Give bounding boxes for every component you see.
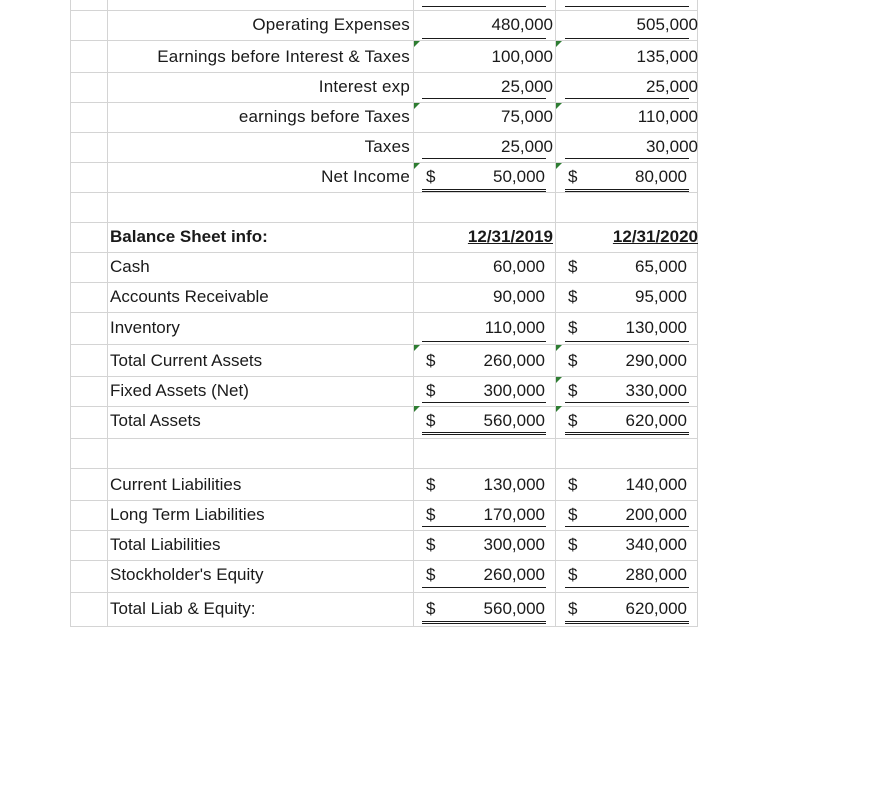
error-indicator-icon <box>556 41 562 47</box>
value-2020[interactable]: 140,000 <box>625 475 687 494</box>
gridline <box>70 468 698 469</box>
underline <box>565 341 689 342</box>
row-label[interactable]: Current Liabilities <box>110 475 242 494</box>
row-label[interactable]: Taxes <box>364 137 410 156</box>
table-row <box>70 594 698 624</box>
row-label[interactable]: Total Liabilities <box>110 535 221 554</box>
value-2019[interactable]: 170,000 <box>483 505 545 524</box>
table-row <box>70 470 698 500</box>
value-2019[interactable]: 90,000 <box>493 287 545 306</box>
row-label[interactable]: Long Term Liabilities <box>110 505 265 524</box>
underline <box>422 98 546 99</box>
currency-symbol: $ <box>568 475 578 494</box>
currency-symbol: $ <box>568 257 578 276</box>
value-2020[interactable]: 110,000 <box>637 107 698 126</box>
error-indicator-icon <box>556 406 562 412</box>
error-indicator-icon <box>414 41 420 47</box>
value-2020[interactable]: 200,000 <box>625 505 687 524</box>
underline <box>422 341 546 342</box>
error-indicator-icon <box>414 163 420 169</box>
value-2019[interactable]: 560,000 <box>483 411 545 430</box>
value-2019[interactable]: 100,000 <box>491 47 553 66</box>
currency-symbol: $ <box>568 505 578 524</box>
error-indicator-icon <box>414 345 420 351</box>
underline <box>422 158 546 159</box>
value-2019[interactable]: 50,000 <box>493 167 545 186</box>
value-2020[interactable]: 65,000 <box>635 257 687 276</box>
table-row <box>70 162 698 192</box>
underline <box>565 587 689 588</box>
currency-symbol: $ <box>426 411 436 430</box>
underline <box>565 526 689 527</box>
table-header-row <box>70 222 698 252</box>
currency-symbol: $ <box>426 599 436 618</box>
value-2019[interactable]: 560,000 <box>483 599 545 618</box>
gridline <box>70 344 698 345</box>
row-label[interactable]: Operating Expenses <box>252 15 410 34</box>
table-row <box>70 560 698 590</box>
underline <box>422 402 546 403</box>
table-row <box>70 252 698 282</box>
value-2019[interactable]: 25,000 <box>501 77 553 96</box>
table-row <box>70 10 698 40</box>
value-2019[interactable]: 300,000 <box>483 535 545 554</box>
currency-symbol: $ <box>426 351 436 370</box>
value-2019[interactable]: 130,000 <box>483 475 545 494</box>
currency-symbol: $ <box>426 167 436 186</box>
row-label[interactable]: Fixed Assets (Net) <box>110 381 249 400</box>
value-2020[interactable]: 330,000 <box>625 381 687 400</box>
underline <box>565 402 689 403</box>
underline <box>565 6 689 7</box>
currency-symbol: $ <box>568 535 578 554</box>
row-label[interactable]: Interest exp <box>318 77 410 96</box>
gridline <box>70 192 698 193</box>
value-2019[interactable]: 480,000 <box>491 15 553 34</box>
table-row <box>70 312 698 344</box>
value-2019[interactable]: 25,000 <box>501 137 553 156</box>
table-row <box>70 346 698 376</box>
double-underline <box>422 432 546 435</box>
error-indicator-icon <box>556 163 562 169</box>
value-2019[interactable]: 260,000 <box>483 565 545 584</box>
double-underline <box>565 621 689 624</box>
value-2020[interactable]: 340,000 <box>625 535 687 554</box>
value-2019[interactable]: 110,000 <box>484 318 545 337</box>
currency-symbol: $ <box>568 318 578 337</box>
currency-symbol: $ <box>426 381 436 400</box>
value-2020[interactable]: 95,000 <box>635 287 687 306</box>
error-indicator-icon <box>556 377 562 383</box>
table-row <box>70 282 698 312</box>
currency-symbol: $ <box>426 505 436 524</box>
column-header-2020[interactable]: 12/31/2020 <box>612 227 698 246</box>
table-row <box>70 42 698 72</box>
double-underline <box>565 189 689 192</box>
value-2019[interactable]: 260,000 <box>483 351 545 370</box>
row-label[interactable]: Cash <box>110 257 150 276</box>
underline <box>422 38 546 39</box>
value-2020[interactable]: 25,000 <box>646 77 698 96</box>
gridline <box>70 626 698 627</box>
row-label[interactable]: earnings before Taxes <box>238 107 410 126</box>
error-indicator-icon <box>414 406 420 412</box>
currency-symbol: $ <box>426 535 436 554</box>
value-2019[interactable]: 60,000 <box>493 257 545 276</box>
underline <box>565 158 689 159</box>
value-2020[interactable]: 130,000 <box>625 318 687 337</box>
value-2020[interactable]: 290,000 <box>625 351 687 370</box>
row-label[interactable]: Inventory <box>110 318 180 337</box>
row-label[interactable]: Earnings before Interest & Taxes <box>157 47 410 66</box>
currency-symbol: $ <box>568 351 578 370</box>
value-2020[interactable]: 135,000 <box>636 47 698 66</box>
currency-symbol: $ <box>426 565 436 584</box>
gridline <box>70 40 698 41</box>
error-indicator-icon <box>556 103 562 109</box>
double-underline <box>422 621 546 624</box>
currency-symbol: $ <box>568 565 578 584</box>
row-label[interactable]: Total Assets <box>110 411 201 430</box>
error-indicator-icon <box>414 103 420 109</box>
underline <box>565 98 689 99</box>
row-label[interactable]: Stockholder's Equity <box>110 565 264 584</box>
underline <box>565 38 689 39</box>
value-2020[interactable]: 620,000 <box>625 411 687 430</box>
column-header-2019[interactable]: 12/31/2019 <box>467 227 553 246</box>
error-indicator-icon <box>556 345 562 351</box>
value-2020[interactable]: 620,000 <box>625 599 687 618</box>
row-label[interactable]: Total Liab & Equity: <box>110 599 256 618</box>
currency-symbol: $ <box>568 287 578 306</box>
table-row <box>70 102 698 132</box>
row-label[interactable]: Total Current Assets <box>110 351 263 370</box>
underline <box>422 526 546 527</box>
underline <box>422 6 546 7</box>
gridline <box>70 438 698 439</box>
value-2020[interactable]: 505,000 <box>636 15 698 34</box>
section-title[interactable]: Balance Sheet info: <box>110 227 268 246</box>
double-underline <box>422 189 546 192</box>
currency-symbol: $ <box>568 599 578 618</box>
value-2019[interactable]: 300,000 <box>483 381 545 400</box>
currency-symbol: $ <box>568 167 578 186</box>
table-row <box>70 530 698 560</box>
value-2020[interactable]: 280,000 <box>625 565 687 584</box>
row-label[interactable]: Net Income <box>321 167 410 186</box>
gridline <box>70 592 698 593</box>
underline <box>422 587 546 588</box>
value-2019[interactable]: 75,000 <box>501 107 553 126</box>
value-2020[interactable]: 30,000 <box>646 137 698 156</box>
currency-symbol: $ <box>426 475 436 494</box>
row-label[interactable]: Accounts Receivable <box>110 287 269 306</box>
currency-symbol: $ <box>568 381 578 400</box>
value-2020[interactable]: 80,000 <box>635 167 687 186</box>
currency-symbol: $ <box>568 411 578 430</box>
double-underline <box>565 432 689 435</box>
